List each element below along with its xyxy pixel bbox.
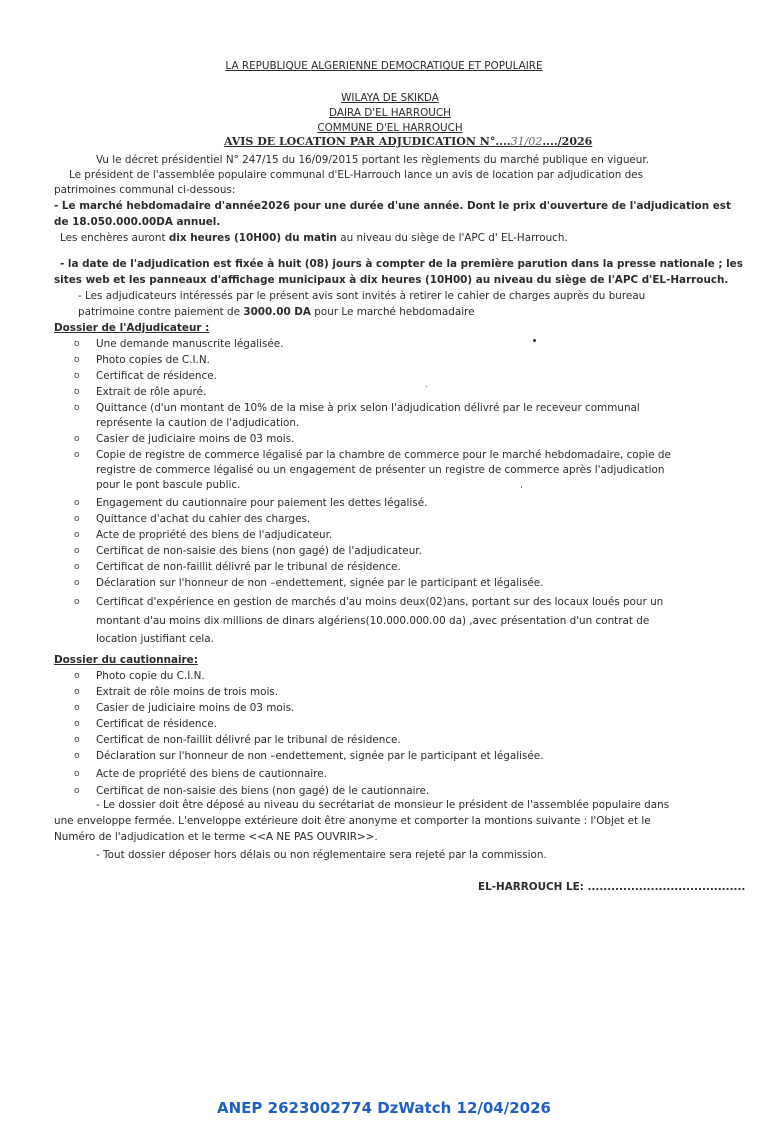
charges-text-2 xyxy=(78,305,475,319)
bullet-icon: o xyxy=(74,751,80,761)
date-text-2: sites web et les panneaux d'affichage municipaux à dix heures (10H00) au niveau du siège de l'APC d'EL-Harrouch. xyxy=(54,274,729,286)
list-item-continuation: montant d'au moins dix millions de dinars algériens(10.000.000.00 da) ,avec présentation d'un contrat de xyxy=(96,615,650,627)
date-text-1: - la date de l'adjudication est fixée à huit (08) jours à compter de la première parution dans la presse nationale ; les xyxy=(60,258,743,270)
list-item: Photo copie du C.I.N. xyxy=(96,670,205,682)
bullet-icon: o xyxy=(74,687,80,697)
list-item-continuation: pour le pont bascule public. xyxy=(96,479,241,491)
bullet-icon: o xyxy=(74,498,80,508)
auction-text xyxy=(60,231,568,245)
bullet-icon: o xyxy=(74,546,80,556)
republic-title: LA REPUBLIQUE ALGERIENNE DEMOCRATIQUE ET POPULAIRE xyxy=(225,60,543,72)
list-item: Extrait de rôle apuré. xyxy=(96,386,207,398)
bullet-icon: o xyxy=(74,786,80,796)
list-item-continuation: location justifiant cela. xyxy=(96,633,214,645)
market-text-2: de 18.050.000.00DA annuel. xyxy=(54,216,221,228)
bullet-icon: o xyxy=(74,769,80,779)
president-text-1: Le président de l'assemblée populaire communal d'EL-Harrouch lance un avis de location par adjudication des xyxy=(69,169,643,181)
bullet-icon: o xyxy=(74,671,80,681)
cautionnaire-heading: Dossier du cautionnaire: xyxy=(54,654,198,666)
president-text-2: patrimoines communal ci-dessous: xyxy=(54,184,236,196)
list-item: Engagement du cautionnaire pour paiement les dettes légalisé. xyxy=(96,497,428,509)
list-item: Certificat de résidence. xyxy=(96,718,217,730)
bullet-icon: o xyxy=(74,434,80,444)
publication-footer: ANEP 2623002774 DzWatch 12/04/2026 xyxy=(217,1099,551,1117)
list-item: Certificat de non-faillit délivré par le tribunal de résidence. xyxy=(96,561,401,573)
avis-number: 31/02 xyxy=(510,135,543,148)
list-item: Photo copies de C.I.N. xyxy=(96,354,210,366)
list-item: Acte de propriété des biens de cautionnaire. xyxy=(96,768,327,780)
charges-amount: 3000.00 DA xyxy=(243,306,311,318)
list-item: Déclaration sur l'honneur de non –endettement, signée par le participant et légalisée. xyxy=(96,750,544,762)
bullet-icon: o xyxy=(74,450,80,460)
list-item: Extrait de rôle moins de trois mois. xyxy=(96,686,279,698)
bullet-icon: o xyxy=(74,339,80,349)
avis-suffix: ..../2026 xyxy=(542,135,593,148)
bullet-icon: o xyxy=(74,403,80,413)
decree-text: Vu le décret présidentiel N° 247/15 du 16/09/2015 portant les règlements du marché publique en vigueur. xyxy=(96,154,649,166)
avis-prefix: AVIS DE LOCATION PAR ADJUDICATION N°.... xyxy=(224,135,511,148)
bullet-icon: o xyxy=(74,719,80,729)
scan-speck xyxy=(533,339,536,342)
place-date: EL-HARROUCH LE: ........................................ xyxy=(478,881,746,893)
list-item: Certificat d'expérience en gestion de marchés d'au moins deux(02)ans, portant sur des locaux loués pour un xyxy=(96,596,664,608)
charges-text-1: - Les adjudicateurs intéressés par le présent avis sont invités à retirer le cahier de charges auprès du bureau xyxy=(78,290,646,302)
auction-text-a: Les enchères auront xyxy=(60,232,166,244)
deposit-text-3: Numéro de l'adjudication et le terme <<A NE PAS OUVRIR>>. xyxy=(54,831,378,843)
bullet-icon: o xyxy=(74,371,80,381)
bullet-icon: o xyxy=(74,735,80,745)
avis-title xyxy=(224,135,592,149)
daira-title: DAIRA D'EL HARROUCH xyxy=(329,107,451,119)
bullet-icon: o xyxy=(74,530,80,540)
list-item: Casier de judiciaire moins de 03 mois. xyxy=(96,433,295,445)
bullet-icon: o xyxy=(74,703,80,713)
wilaya-title: WILAYA DE SKIKDA xyxy=(341,92,439,104)
market-text-1: - Le marché hebdomadaire d'année2026 pour une durée d'une année. Dont le prix d'ouverture de l'adjudication est xyxy=(54,200,731,212)
bullet-icon: o xyxy=(74,355,80,365)
list-item-continuation: représente la caution de l'adjudication. xyxy=(96,417,300,429)
list-item: Casier de judiciaire moins de 03 mois. xyxy=(96,702,295,714)
scan-speck xyxy=(426,386,427,387)
auction-time: dix heures (10H00) du matin xyxy=(168,232,337,244)
list-item: Une demande manuscrite légalisée. xyxy=(96,338,284,350)
deposit-text-1: - Le dossier doit être déposé au niveau du secrétariat de monsieur le président de l'assemblée populaire dans xyxy=(96,799,670,811)
list-item-continuation: registre de commerce légalisé ou un engagement de présenter un registre de commerce après l'adjudication xyxy=(96,464,665,476)
scan-speck xyxy=(521,486,522,488)
list-item: Acte de propriété des biens de l'adjudicateur. xyxy=(96,529,333,541)
list-item: Certificat de non-saisie des biens (non gagé) de l'adjudicateur. xyxy=(96,545,422,557)
bullet-icon: o xyxy=(74,387,80,397)
adjudicateur-heading: Dossier de l'Adjudicateur : xyxy=(54,322,210,334)
reject-text: - Tout dossier déposer hors délais ou non réglementaire sera rejeté par la commission. xyxy=(96,849,547,861)
commune-title: COMMUNE D'EL HARROUCH xyxy=(317,122,463,134)
bullet-icon: o xyxy=(74,597,80,607)
bullet-icon: o xyxy=(74,578,80,588)
deposit-text-2: une enveloppe fermée. L'enveloppe extérieure doit être anonyme et comporter la montions suivante : l'Objet et le xyxy=(54,815,651,827)
charges-text-2a: patrimoine contre paiement de xyxy=(78,306,241,318)
list-item: Quittance d'achat du cahier des charges. xyxy=(96,513,311,525)
bullet-icon: o xyxy=(74,514,80,524)
bullet-icon: o xyxy=(74,562,80,572)
list-item: Copie de registre de commerce légalisé par la chambre de commerce pour le marché hebdomadaire, copie de xyxy=(96,449,671,461)
list-item: Certificat de résidence. xyxy=(96,370,217,382)
auction-text-c: au niveau du siège de l'APC d' EL-Harrouch. xyxy=(340,232,568,244)
list-item: Certificat de non-faillit délivré par le tribunal de résidence. xyxy=(96,734,401,746)
list-item: Quittance (d'un montant de 10% de la mise à prix selon l'adjudication délivré par le receveur communal xyxy=(96,402,640,414)
list-item: Déclaration sur l'honneur de non –endettement, signée par le participant et légalisée. xyxy=(96,577,544,589)
list-item: Certificat de non-saisie des biens (non gagé) de le cautionnaire. xyxy=(96,785,430,797)
charges-text-2c: pour Le marché hebdomadaire xyxy=(314,306,475,318)
